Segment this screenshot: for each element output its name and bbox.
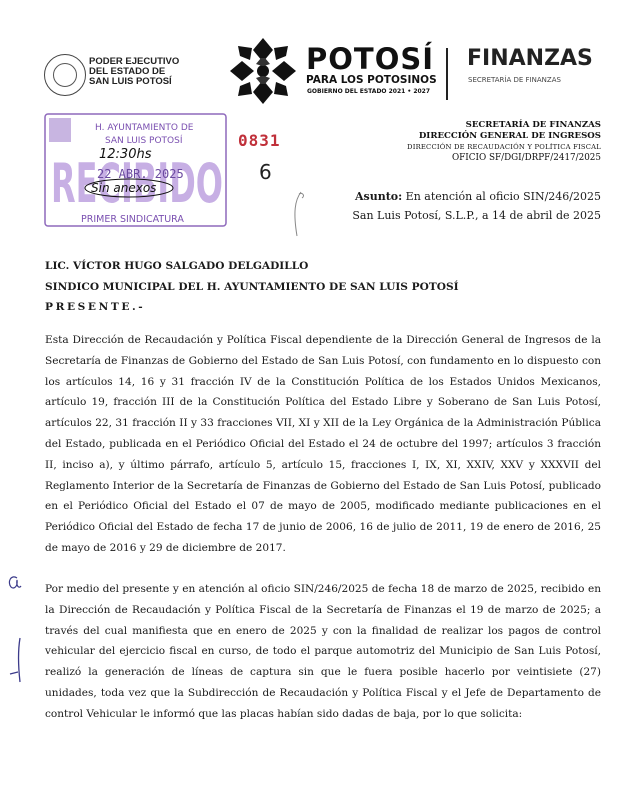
potosi-government-term: GOBIERNO DEL ESTADO 2021 • 2027 xyxy=(307,88,431,95)
stamp-line-1: H. AYUNTAMIENTO DE xyxy=(95,123,194,133)
handwritten-mark: 6 xyxy=(259,160,272,184)
addressee-block xyxy=(45,256,459,318)
state-seal-inner xyxy=(53,63,77,87)
document-date: San Luis Potosí, S.L.P., a 14 de abril de 2025 xyxy=(352,209,601,222)
stamp-note: Sin anexos xyxy=(91,181,157,195)
office-secretaria: SECRETARÍA DE FINANZAS xyxy=(465,120,601,130)
stamp-folio-number: 0831 xyxy=(238,131,281,150)
addressee-role: SINDICO MUNICIPAL DEL H. AYUNTAMIENTO DE SAN LUIS POTOSÍ xyxy=(45,280,459,293)
office-subdireccion: DIRECCIÓN DE RECAUDACIÓN Y POLÍTICA FISCAL xyxy=(407,143,601,151)
finanzas-title: FINANZAS xyxy=(467,46,593,71)
potosi-subtitle: PARA LOS POTOSINOS xyxy=(306,74,437,86)
asunto-text: En atención al oficio SIN/246/2025 xyxy=(402,190,601,203)
gov-line-3: SAN LUIS POTOSÍ xyxy=(89,76,172,87)
stamp-date: 22 ABR. 2025 xyxy=(97,167,184,181)
gov-line-1: PODER EJECUTIVO xyxy=(89,56,180,67)
received-stamp xyxy=(43,112,228,228)
header-divider xyxy=(446,48,448,100)
stamp-time: 12:30hs xyxy=(99,147,152,162)
gov-line-2: DEL ESTADO DE xyxy=(89,66,166,77)
margin-bracket-mark-icon xyxy=(8,636,32,686)
office-block xyxy=(407,120,601,164)
stamp-shield-icon xyxy=(49,118,71,142)
stamp-office: PRIMER SINDICATURA xyxy=(81,214,184,225)
asunto-line xyxy=(355,190,601,203)
asunto-label: Asunto: xyxy=(354,190,403,203)
potosi-logo-icon xyxy=(228,36,298,106)
finanzas-subtitle: SECRETARÍA DE FINANZAS xyxy=(468,76,561,84)
body-paragraph-2: Por medio del presente y en atención al oficio SIN/246/2025 de fecha 18 de marzo de 2025, recibido en la Dirección de Recaudación y Política Fiscal de la Secretaría de Finanzas el 19 de marzo de 2025; a través del cual manifiesta que en enero de 2025 y con la finalidad de realizar los pagos de control vehicular del ejercicio fiscal en curso, de todo el parque automotriz del Municipio de San Luis Potosí, realizó la generación de líneas de captura sin que le fuera posible hacerlo por veintisiete (27) unidades, toda vez que la Subdirección de Recaudación y Política Fiscal y el Jefe de Departamento de control Vehicular le informó que las placas habían sido dadas de baja, por lo que solicita: xyxy=(45,583,601,720)
body-paragraph-1: Esta Dirección de Recaudación y Política Fiscal dependiente de la Dirección General de Ingresos de la Secretaría de Finanzas de Gobierno del Estado de San Luis Potosí, con fundamento en lo dispuesto con los artículos 14, 16 y 31 fracción IV de la Constitución Política de los Estados Unidos Mexicanos, artículo 19, fracción III de la Constitución Política del Estado Libre y Soberano de San Luis Potosí, artículos 22, 31 fracción II y 33 fracciones VII, XI y XII de la Ley Orgánica de la Administración Pública del Estado, publicada en el Periódico Oficial del Estado el 24 de octubre del 1997; artículos 3 fracción II, inciso a), y último párrafo, artículo 5, artículo 15, fracciones I, IX, XI, XXIV, XXV y XXXVII del Reglamento Interior de la Secretaría de Finanzas de Gobierno del Estado de San Luis Potosí, publicado en el Periódico Oficial del Estado el 07 de mayo de 2005, modificado mediante publicaciones en el Periódico Oficial del Estado de fecha 17 de junio de 2006, 16 de julio de 2011, 19 de enero de 2016, 25 de mayo de 2016 y 29 de diciembre de 2017. xyxy=(45,334,601,554)
potosi-title: POTOSÍ xyxy=(306,42,435,76)
office-direccion: DIRECCIÓN GENERAL DE INGRESOS xyxy=(418,131,601,141)
pencil-stroke-icon xyxy=(287,190,307,238)
stamp-recibido: RECIBIDO xyxy=(51,152,223,215)
stamp-line-2: SAN LUIS POTOSÍ xyxy=(105,136,183,146)
addressee-presente: PRESENTE.- xyxy=(45,301,146,313)
addressee-name: LIC. VÍCTOR HUGO SALGADO DELGADILLO xyxy=(45,260,309,272)
office-oficio-number: OFICIO SF/DGI/DRPF/2417/2025 xyxy=(451,153,601,163)
poder-ejecutivo-label xyxy=(89,57,179,87)
margin-at-mark-icon xyxy=(6,572,22,594)
